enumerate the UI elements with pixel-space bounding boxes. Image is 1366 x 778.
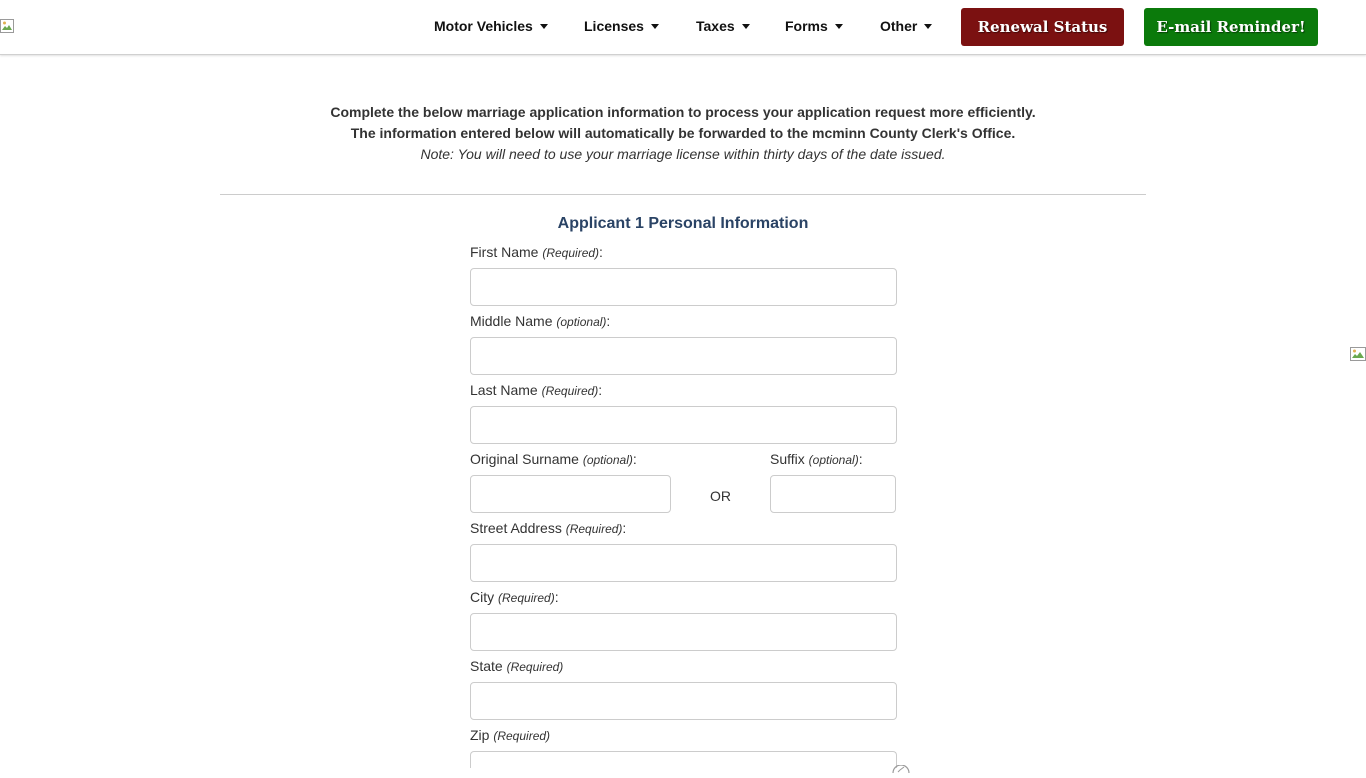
or-separator: OR bbox=[710, 488, 731, 504]
nav-motor-vehicles[interactable] bbox=[434, 18, 548, 34]
original-surname-colon: : bbox=[632, 451, 637, 467]
city-colon: : bbox=[554, 589, 559, 605]
street-address-hint: (Required) bbox=[565, 522, 623, 536]
city-label bbox=[470, 589, 559, 605]
zip-input[interactable] bbox=[470, 751, 897, 768]
original-surname-hint: (optional) bbox=[582, 453, 633, 467]
street-address-label-text: Street Address bbox=[470, 520, 562, 536]
last-name-colon: : bbox=[598, 382, 603, 398]
middle-name-colon: : bbox=[606, 313, 611, 329]
zip-hint: (Required) bbox=[493, 729, 551, 743]
last-name-hint: (Required) bbox=[541, 384, 599, 398]
city-hint: (Required) bbox=[498, 591, 555, 605]
first-name-hint: (Required) bbox=[542, 246, 600, 260]
middle-name-label-text: Middle Name bbox=[470, 313, 553, 329]
original-surname-input[interactable] bbox=[470, 475, 671, 513]
original-surname-label bbox=[470, 451, 637, 467]
section-title: Applicant 1 Personal Information bbox=[557, 215, 809, 232]
zip-label-text: Zip bbox=[470, 727, 490, 743]
state-input[interactable] bbox=[470, 682, 897, 720]
suffix-label-text: Suffix bbox=[770, 451, 805, 467]
top-navbar bbox=[0, 0, 1366, 55]
email-reminder-button[interactable]: E-mail Reminder! bbox=[1144, 8, 1318, 46]
state-hint: (Required) bbox=[506, 660, 564, 674]
first-name-label-text: First Name bbox=[470, 244, 539, 260]
city-label-text: City bbox=[470, 589, 495, 605]
suffix-input[interactable] bbox=[770, 475, 896, 513]
first-name-input[interactable] bbox=[470, 268, 897, 306]
street-address-label bbox=[470, 520, 626, 536]
last-name-label bbox=[470, 382, 602, 398]
nav-forms[interactable] bbox=[785, 18, 843, 34]
nav-taxes[interactable] bbox=[696, 18, 750, 34]
nav-licenses-label: Licenses bbox=[584, 18, 644, 34]
spinner-icon bbox=[892, 760, 910, 778]
zip-label bbox=[470, 727, 550, 743]
chevron-down-icon bbox=[924, 24, 932, 29]
last-name-input[interactable] bbox=[470, 406, 897, 444]
state-label bbox=[470, 658, 563, 674]
middle-name-hint: (optional) bbox=[556, 315, 607, 329]
chevron-down-icon bbox=[651, 24, 659, 29]
intro-text bbox=[0, 102, 1366, 165]
intro-note: Note: You will need to use your marriage license within thirty days of the date issued. bbox=[420, 146, 946, 162]
last-name-label-text: Last Name bbox=[470, 382, 538, 398]
chevron-down-icon bbox=[742, 24, 750, 29]
section-divider bbox=[220, 194, 1146, 195]
middle-name-input[interactable] bbox=[470, 337, 897, 375]
suffix-label bbox=[770, 451, 863, 467]
intro-line-2: The information entered below will automatically be forwarded to the mcminn County Clerk's Office. bbox=[350, 125, 1016, 141]
suffix-colon: : bbox=[858, 451, 863, 467]
street-address-colon: : bbox=[622, 520, 627, 536]
original-surname-label-text: Original Surname bbox=[470, 451, 579, 467]
logo-broken-image-icon[interactable] bbox=[0, 19, 14, 33]
nav-other-label: Other bbox=[880, 18, 918, 34]
state-label-text: State bbox=[470, 658, 503, 674]
nav-forms-label: Forms bbox=[785, 18, 828, 34]
nav-motor-vehicles-label: Motor Vehicles bbox=[434, 18, 533, 34]
chevron-down-icon bbox=[835, 24, 843, 29]
street-address-input[interactable] bbox=[470, 544, 897, 582]
first-name-colon: : bbox=[599, 244, 603, 260]
nav-licenses[interactable] bbox=[584, 18, 659, 34]
suffix-hint: (optional) bbox=[808, 453, 859, 467]
side-broken-image-icon bbox=[1350, 347, 1366, 361]
intro-line-1: Complete the below marriage application information to process your application request more efficiently. bbox=[330, 104, 1036, 120]
first-name-label bbox=[470, 244, 603, 260]
nav-other[interactable] bbox=[880, 18, 932, 34]
chevron-down-icon bbox=[540, 24, 548, 29]
middle-name-label bbox=[470, 313, 610, 329]
city-input[interactable] bbox=[470, 613, 897, 651]
renewal-status-button[interactable]: Renewal Status bbox=[961, 8, 1124, 46]
nav-taxes-label: Taxes bbox=[696, 18, 735, 34]
